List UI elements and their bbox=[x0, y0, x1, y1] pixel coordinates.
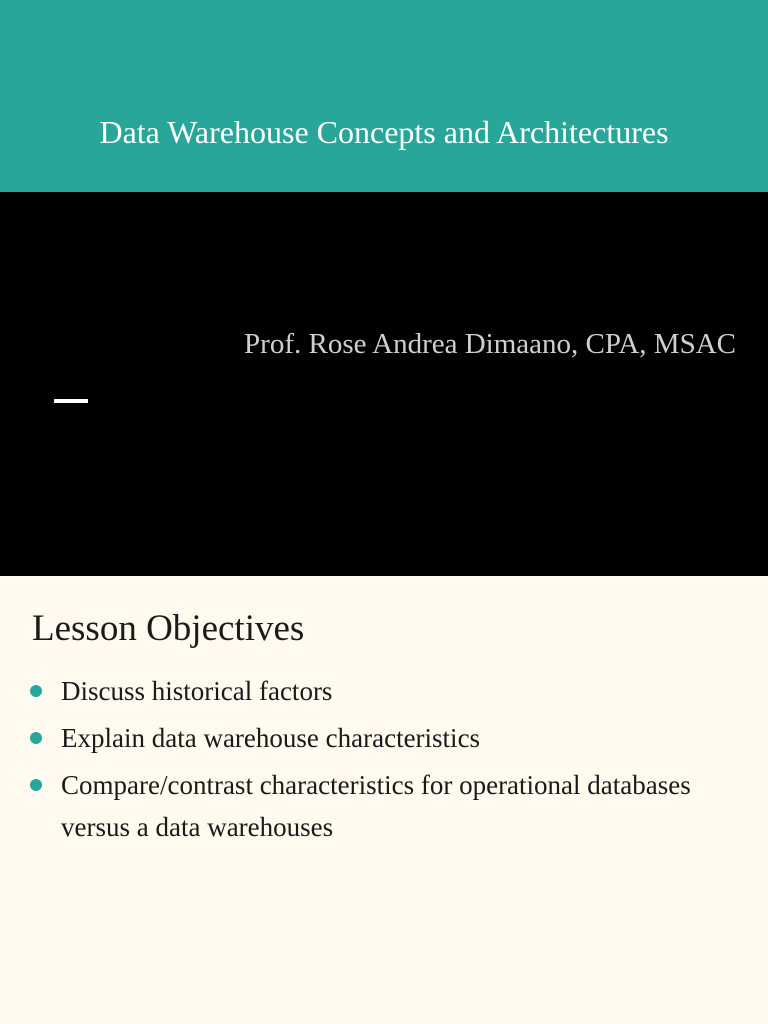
bullet-icon bbox=[30, 685, 42, 697]
objective-item bbox=[30, 670, 750, 712]
objectives-slide bbox=[0, 576, 768, 1024]
presenter-name: Prof. Rose Andrea Dimaano, CPA, MSAC bbox=[244, 328, 736, 360]
objectives-heading: Lesson Objectives bbox=[32, 608, 305, 649]
bullet-icon bbox=[30, 732, 42, 744]
title-band bbox=[0, 0, 768, 192]
objective-text: Compare/contrast characteristics for operational databases versus a data warehouses bbox=[61, 770, 691, 842]
presentation-title: Data Warehouse Concepts and Architectures bbox=[99, 114, 669, 150]
objective-text: Discuss historical factors bbox=[61, 676, 333, 706]
objective-item bbox=[30, 717, 750, 759]
decorative-dash bbox=[54, 399, 88, 403]
objectives-list bbox=[30, 670, 750, 853]
bullet-icon bbox=[30, 779, 42, 791]
objective-text: Explain data warehouse characteristics bbox=[61, 723, 481, 753]
objective-item bbox=[30, 764, 750, 848]
